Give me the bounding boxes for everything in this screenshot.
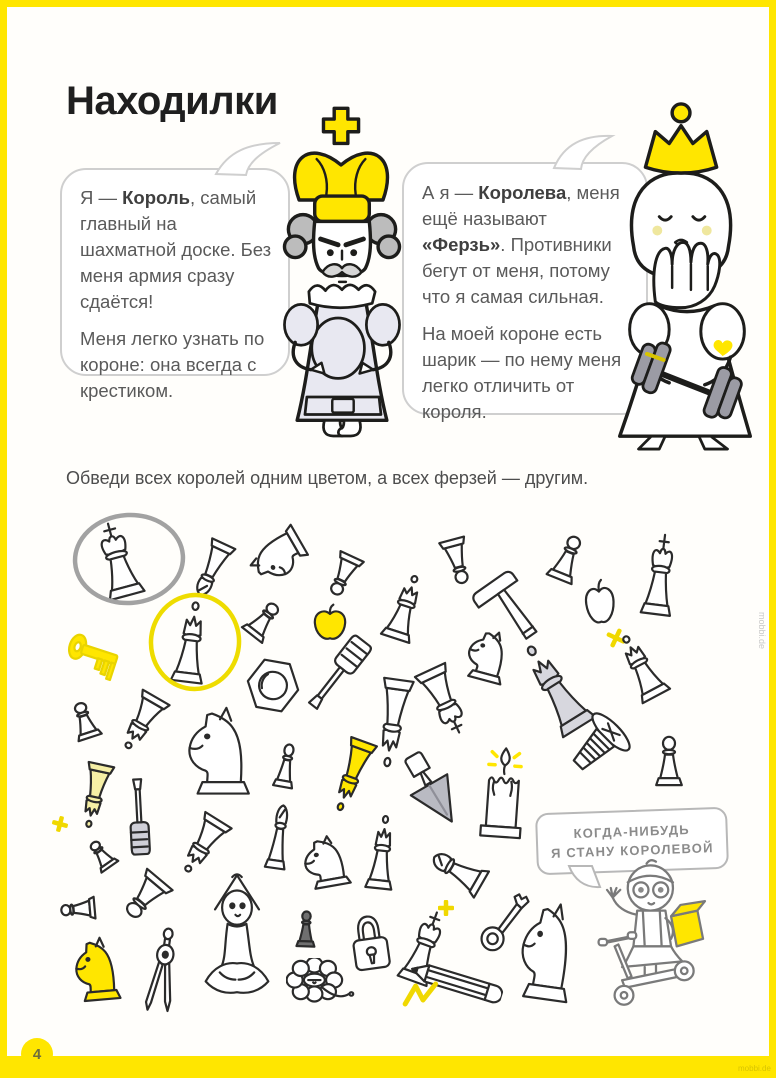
queen-doodle[interactable] bbox=[104, 682, 179, 762]
flower-doodle[interactable] bbox=[286, 958, 360, 1016]
yellow-circle-mark[interactable] bbox=[143, 587, 247, 696]
zigzag-doodle[interactable] bbox=[402, 980, 444, 1008]
pawn-doodle[interactable] bbox=[267, 738, 306, 796]
page-number: 4 bbox=[21, 1038, 53, 1070]
pawn-doodle[interactable] bbox=[291, 908, 321, 953]
page-border-left bbox=[0, 0, 7, 1078]
pawn-doodle[interactable] bbox=[60, 694, 110, 749]
king-doodle[interactable] bbox=[632, 530, 688, 623]
pawn-doodle[interactable] bbox=[649, 732, 689, 793]
king-bubble-paragraph-1: Я — Король, самый главный на шахматной доске. Без меня армия сразу сдаётся! bbox=[80, 187, 272, 312]
puzzle-instruction: Обведи всех королей одним цветом, а всех ферзей — другим. bbox=[66, 468, 589, 488]
pawn-on-scooter-illustration bbox=[590, 856, 722, 1016]
page-title: Находилки bbox=[66, 78, 278, 123]
page-border-bottom bbox=[0, 1056, 776, 1078]
pawn-dream-line-1: КОГДА-НИБУДЬ bbox=[573, 821, 691, 842]
queen-character-illustration bbox=[596, 98, 774, 454]
page-border-top bbox=[0, 0, 776, 7]
queen-doodle[interactable] bbox=[357, 811, 407, 895]
knight-doodle[interactable] bbox=[67, 934, 129, 1011]
queen-doodle[interactable] bbox=[67, 756, 123, 833]
compass-doodle[interactable] bbox=[132, 923, 194, 1019]
pawn-doodle[interactable] bbox=[57, 890, 102, 928]
king-bubble-paragraph-2: Меня легко узнать по короне: она всегда с крестиком. bbox=[80, 328, 265, 401]
bishop-doodle[interactable] bbox=[257, 799, 301, 875]
knight-doodle[interactable] bbox=[180, 705, 260, 805]
page-border-right bbox=[769, 0, 776, 1078]
watermark-strip-text: mobbi.de bbox=[738, 1064, 771, 1073]
pawn-doodle[interactable] bbox=[315, 542, 373, 606]
cherry-doodle[interactable] bbox=[579, 576, 621, 631]
knight-doodle[interactable] bbox=[294, 831, 359, 898]
queen-bubble-paragraph-1: А я — Королева, меня ещё называют «Ферзь». Противники бегут от меня, потому что я самая сильная. bbox=[422, 182, 620, 307]
king-speech-bubble bbox=[60, 168, 290, 401]
candle-doodle[interactable] bbox=[469, 742, 538, 846]
sparkle-doodle[interactable] bbox=[50, 814, 70, 834]
king-character-illustration bbox=[264, 106, 420, 450]
pawn-doodle[interactable] bbox=[78, 831, 125, 880]
knight-doodle[interactable] bbox=[507, 896, 590, 1016]
queen-doodle[interactable] bbox=[318, 730, 387, 820]
pawn-dream-bubble-tail bbox=[566, 864, 606, 892]
yoga-doodle[interactable] bbox=[190, 868, 284, 1012]
knight-doodle[interactable] bbox=[238, 515, 320, 594]
queen-bubble-paragraph-2: На моей короне есть шарик — по нему меня легко отличить от короля. bbox=[422, 323, 622, 422]
watermark-text: mobbi.de bbox=[757, 612, 767, 650]
screwdriver-doodle[interactable] bbox=[122, 771, 156, 858]
pawn-dream-line-2: Я СТАНУ КОРОЛЕВОЙ bbox=[550, 840, 714, 861]
queen-doodle[interactable] bbox=[371, 566, 439, 649]
key-doodle[interactable] bbox=[57, 626, 131, 696]
